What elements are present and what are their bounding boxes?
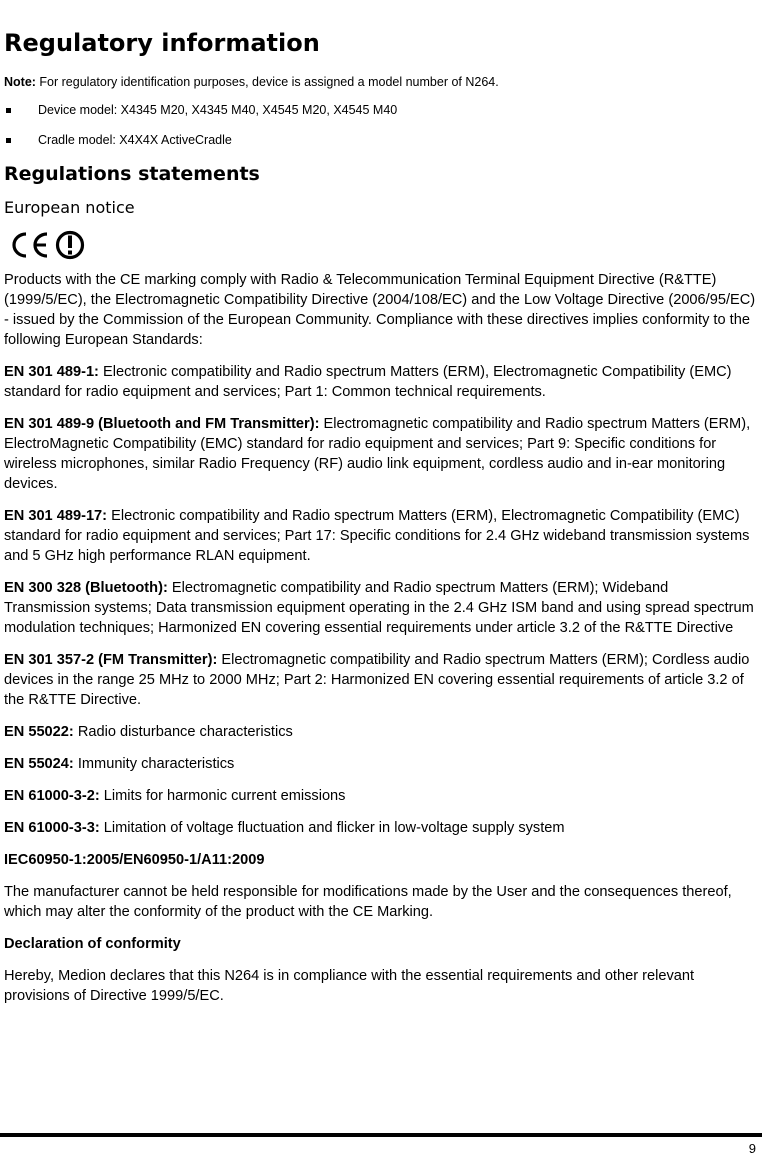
model-note [4,74,758,90]
standard-item [4,414,758,494]
standard-item [4,362,758,402]
standard-item [4,506,758,566]
iec-standard: IEC60950-1:2005/EN60950-1/A11:2009 [4,852,265,868]
standard-code: EN 301 489-9 (Bluetooth and FM Transmitter): [4,416,320,432]
document-page [4,0,758,1018]
list-item [4,132,758,148]
standard-code: EN 55024: [4,756,74,772]
standard-item [4,578,758,638]
note-label: Note: [4,75,36,89]
regulations-heading: Regulations statements [4,163,260,185]
standard-description: Electromagnetic compatibility and Radio spectrum Matters (ERM), ElectroMagnetic Compatibility (EMC) standard for radio equipment and services; Part 9: Specific conditions for wireless microphones, similar Radio Frequency (RF) audio link equipment, cordless audio and in-ear monitoring devices. [4,416,751,492]
list-item [4,102,758,118]
manufacturer-disclaimer: The manufacturer cannot be held responsible for modifications made by the User and the consequences thereof, which may alter the conformity of the product with the CE Marking. [4,884,732,920]
standard-item [4,818,758,838]
declaration-text: Hereby, Medion declares that this N264 is in compliance with the essential requirements and other relevant provisions of Directive 1999/5/EC. [4,968,695,1004]
standard-code: EN 301 489-17: [4,508,108,524]
standard-item [4,754,758,774]
standard-code: EN 55022: [4,724,74,740]
standard-code: EN 301 489-1: [4,364,99,380]
standard-description: Limitation of voltage fluctuation and flicker in low-voltage supply system [99,820,565,836]
bullet-square-icon [6,108,11,113]
model-list [4,102,758,148]
standard-item [4,650,758,710]
device-model-text: Device model: X4345 M20, X4345 M40, X4545 M20, X4545 M40 [38,103,398,117]
standard-description: Electronic compatibility and Radio spectrum Matters (ERM), Electromagnetic Compatibility (EMC) standard for radio equipment and services; Part 1: Common technical requirements. [4,364,732,400]
standard-description: Immunity characteristics [73,756,235,772]
cradle-model-text: Cradle model: X4X4X ActiveCradle [38,133,232,147]
standard-code: EN 61000-3-3: [4,820,100,836]
standard-description: Electronic compatibility and Radio spectrum Matters (ERM), Electromagnetic Compatibility (EMC) standard for radio equipment and services; Part 17: Specific conditions for 2.4 GHz wideband transmission systems and 5 GHz high performance RLAN equipment. [4,508,750,564]
standard-item [4,722,758,742]
standard-description: Electromagnetic compatibility and Radio spectrum Matters (ERM); Cordless audio devices in the range 25 MHz to 2000 MHz; Part 2: Harmonized EN covering essential requirements of article 3.2 of the R&TTE Directive. [4,652,750,708]
standard-description: Radio disturbance characteristics [73,724,293,740]
standard-description: Electromagnetic compatibility and Radio spectrum Matters (ERM); Wideband Transmission systems; Data transmission equipment operating in the 2.4 GHz ISM band and using spread spectrum modulation techniques; Harmonized EN covering essential requirements under article 3.2 of the R&TTE Directive [4,580,754,636]
standard-code: EN 61000-3-2: [4,788,100,804]
standard-code: EN 301 357-2 (FM Transmitter): [4,652,218,668]
standard-item [4,786,758,806]
page-number: 9 [748,1141,756,1156]
standard-code: EN 300 328 (Bluetooth): [4,580,168,596]
page-title: Regulatory information [4,29,320,57]
declaration-heading: Declaration of conformity [4,936,181,952]
ce-mark-icon [4,230,758,260]
standard-description: Limits for harmonic current emissions [99,788,346,804]
european-notice-heading: European notice [4,198,135,217]
bullet-square-icon [6,138,11,143]
footer-divider [0,1133,762,1137]
intro-paragraph: Products with the CE marking comply with Radio & Telecommunication Terminal Equipment Directive (R&TTE) (1999/5/EC), the Electromagnetic Compatibility Directive (2004/108/EC) and the Low Voltage Directive (2006/95/EC) - issued by the Commission of the European Community. Compliance with these directives implies conformity to the following European Standards: [4,272,756,348]
note-text: For regulatory identification purposes, device is assigned a model number of N264. [35,75,499,89]
